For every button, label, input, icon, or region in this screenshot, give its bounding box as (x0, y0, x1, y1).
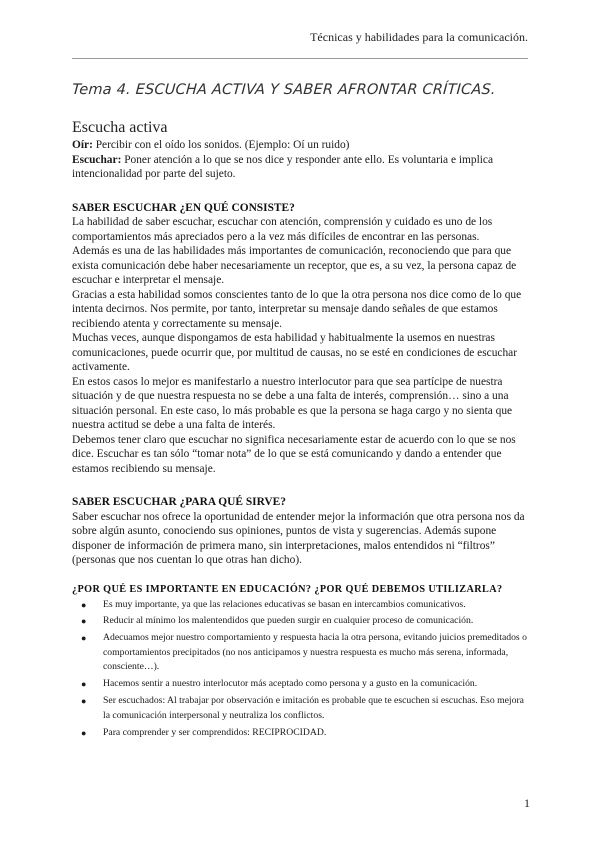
header-divider (72, 58, 528, 59)
paragraph: Debemos tener claro que escuchar no significa necesariamente estar de acuerdo con lo que se nos dice. Escuchar es tan sólo “tomar nota” de lo que se está comunicando y dando a entender que estamos recibiendo su mensaje. (72, 433, 516, 475)
list-item (72, 694, 528, 723)
running-header: Técnicas y habilidades para la comunicación. (310, 30, 528, 44)
bullet-icon: ● (81, 727, 87, 738)
list-item-text: Hacemos sentir a nuestro interlocutor más aceptado como persona y a gusto en la comunicación. (103, 678, 478, 690)
bullet-icon: ● (81, 696, 87, 707)
paragraph: En estos casos lo mejor es manifestarlo a nuestro interlocutor para que sea partícipe de nuestra situación y de que nuestra respuesta no se debe a una falta de interés, comprensión… sino a una situación personal. En este caso, lo más probable es que la persona se haga cargo y no sienta que nuestra actitud se debe a una falta de interés. (72, 375, 513, 431)
definition-term: Oír: (72, 139, 93, 151)
subheading-educacion: ¿POR QUÉ ES IMPORTANTE EN EDUCACIÓN? ¿POR QUÉ DEBEMOS UTILIZARLA? (72, 583, 503, 595)
list-item-text: Ser escuchados: Al trabajar por observación e imitación es probable que te escuchen si escuchas. Eso mejora la comunicación interpersonal y neutraliza los conflictos. (103, 695, 524, 721)
subheading-para-que-sirve: SABER ESCUCHAR ¿PARA QUÉ SIRVE? (72, 496, 286, 508)
list-item (72, 631, 528, 675)
paragraph: Además es una de las habilidades más importantes de comunicación, reconociendo que para que exista comunicación debe haber necesariamente un receptor, que es, a su vez, la persona capaz de escuchar e interpretar el mensaje. (72, 245, 517, 286)
subheading-en-que-consiste: SABER ESCUCHAR ¿EN QUÉ CONSISTE? (72, 201, 295, 214)
list-item-text: Para comprender y ser comprendidos: RECIPROCIDAD. (103, 726, 327, 738)
definition-text: Poner atención a lo que se nos dice y responder ante ello. Es voluntaria e implica intencionalidad por parte del sujeto. (72, 153, 494, 180)
list-item-text: Es muy importante, ya que las relaciones educativas se basan en intercambios comunicativos. (103, 598, 466, 610)
section-heading-escucha-activa: Escucha activa (72, 119, 168, 136)
bullet-icon: ● (81, 616, 87, 627)
chapter-title: Tema 4. ESCUCHA ACTIVA Y SABER AFRONTAR CRÍTICAS. (71, 82, 497, 98)
definition-term: Escuchar: (72, 153, 122, 166)
paragraph: Muchas veces, aunque dispongamos de esta habilidad y habitualmente la usemos en nuestras comunicaciones, puede ocurrir que, por multitud de causas, no se esté en condiciones de escuchar activamente. (72, 332, 518, 373)
list-item-text: Reducir al mínimo los malentendidos que pueden surgir en cualquier proceso de comunicación. (103, 615, 474, 627)
definition-escuchar (72, 153, 528, 182)
bullet-icon: ● (81, 633, 87, 644)
list-item (72, 726, 528, 741)
list-item-text: Adecuamos mejor nuestro comportamiento y respuesta hacia la otra persona, evitando juicios premeditados o comportamientos precipitados (no nos anticipamos y nuestra respuesta es mucho más serena, informada, consciente…). (103, 632, 527, 673)
page-content (72, 80, 528, 743)
bullet-icon: ● (81, 679, 87, 690)
bullet-icon: ● (81, 599, 87, 610)
bullet-list (72, 598, 528, 741)
list-item (72, 598, 528, 613)
paragraph: La habilidad de saber escuchar, escuchar con atención, comprensión y cuidado es uno de los comportamientos más apreciados pero a la vez más difíciles de encontrar en las personas. (72, 216, 493, 243)
definition-text: Percibir con el oído los sonidos. (Ejemplo: Oí un ruido) (92, 139, 350, 151)
paragraph: Gracias a esta habilidad somos conscientes tanto de lo que la otra persona nos dice como de lo que intenta decirnos. Nos permite, por tanto, interpretar su mensaje dando señales de que estamos recibiendo atenta y correctamente su mensaje. (72, 288, 522, 330)
page-number: 1 (524, 796, 530, 810)
definition-oir (72, 138, 528, 153)
list-item (72, 614, 528, 629)
paragraph: Saber escuchar nos ofrece la oportunidad de entender mejor la información que otra persona nos da sobre algún asunto, conociendo sus opiniones, puntos de vista y sugerencias. Además supone disponer de información de primera mano, sin interpretaciones, malos entendidos ni “filtros” (personas que nos cuentan lo que otras han dicho). (72, 510, 525, 566)
list-item (72, 677, 528, 692)
